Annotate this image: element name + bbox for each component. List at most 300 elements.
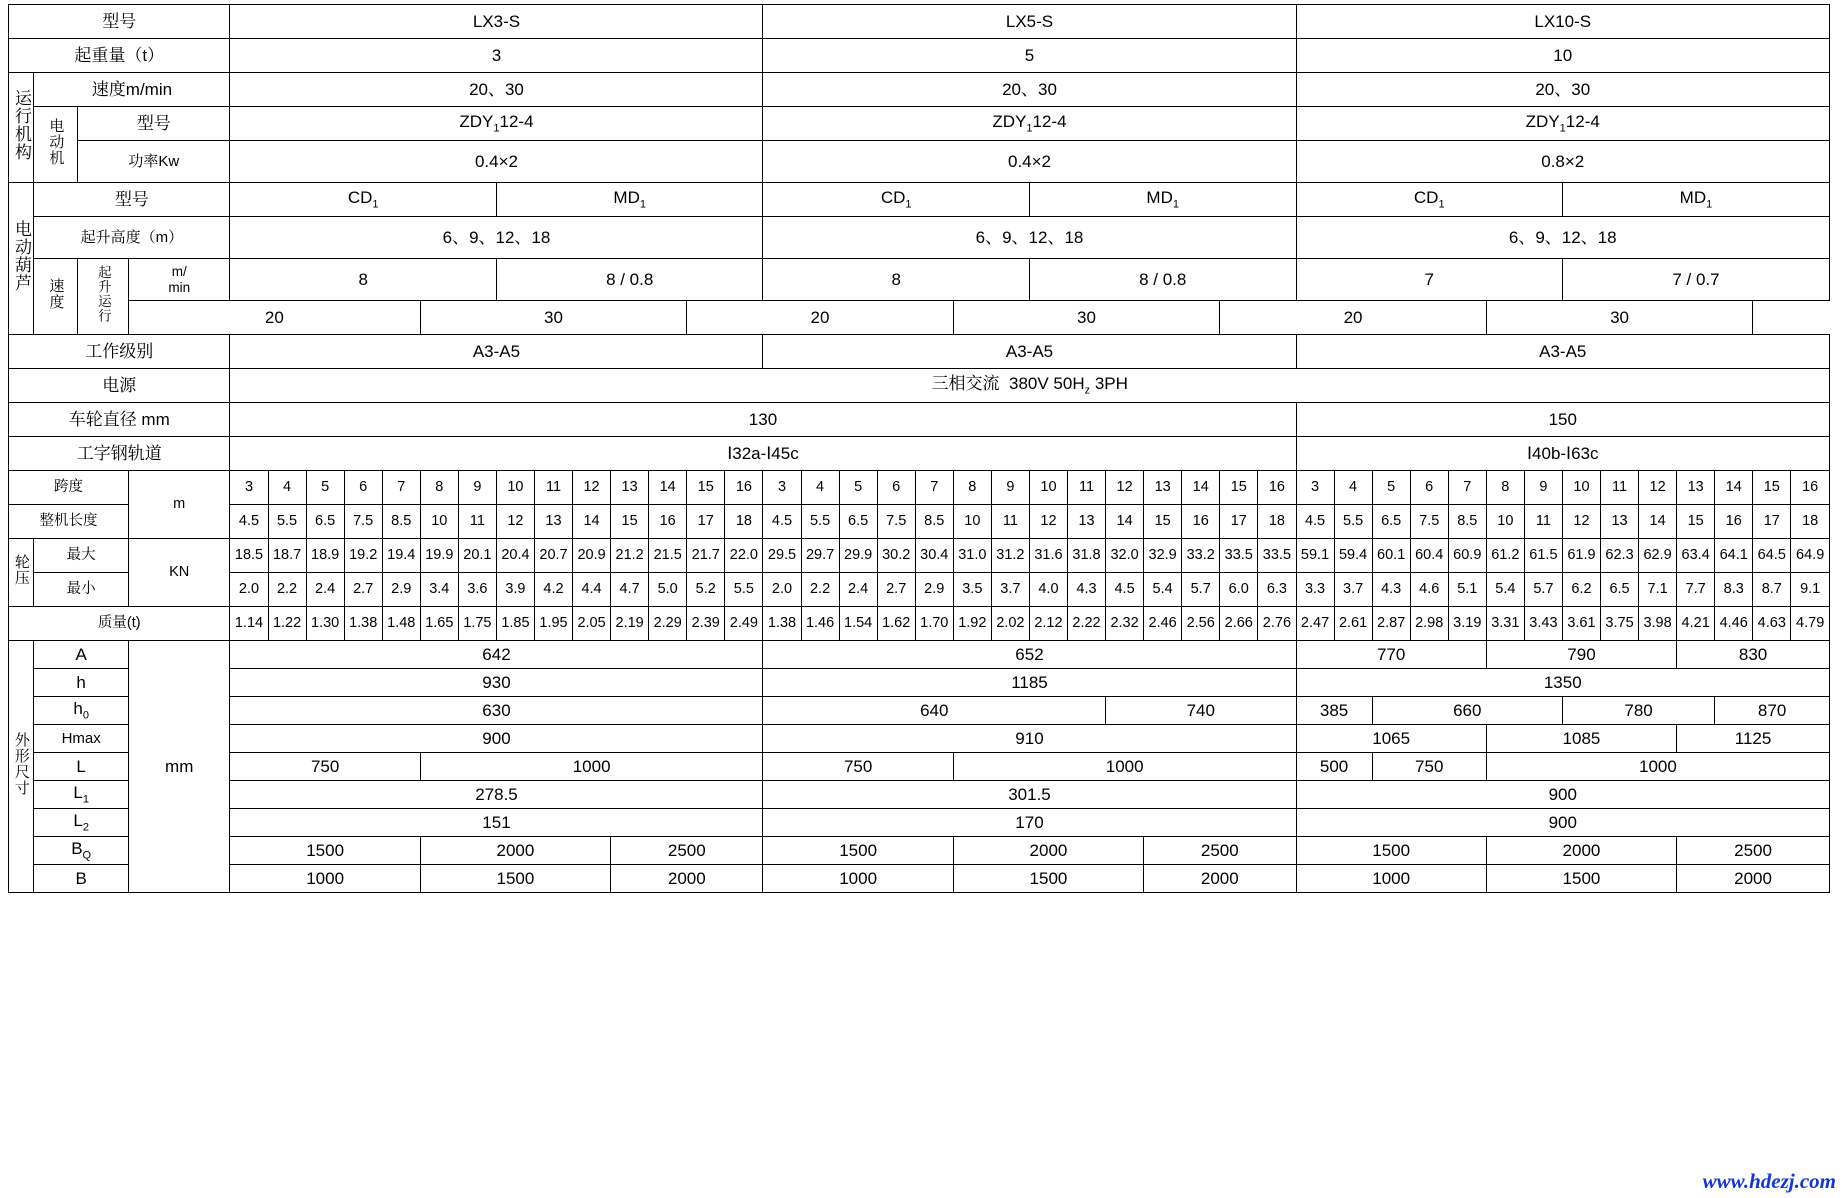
dim-value: 1125	[1677, 725, 1830, 753]
wp-min-cell: 3.7	[1334, 573, 1372, 607]
motor-power-lx3: 0.4×2	[230, 141, 763, 183]
wp-max-cell: 33.5	[1258, 539, 1296, 573]
length-cell: 13	[1601, 505, 1639, 539]
dim-value: 1185	[763, 669, 1296, 697]
mass-cell: 2.29	[649, 607, 687, 641]
span-cell: 7	[1448, 471, 1486, 505]
wp-max-cell: 20.1	[458, 539, 496, 573]
wp-max-cell: 18.5	[230, 539, 268, 573]
label-dimensions	[9, 641, 34, 893]
length-cell: 8.5	[915, 505, 953, 539]
span-cell: 9	[458, 471, 496, 505]
track-2: Ⅰ40b-Ⅰ63c	[1296, 437, 1830, 471]
length-cell: 18	[1791, 505, 1830, 539]
span-cell: 4	[1334, 471, 1372, 505]
dim-value: 1000	[953, 753, 1296, 781]
wp-max-cell: 29.5	[763, 539, 801, 573]
row-mass	[9, 607, 1830, 641]
wp-max-cell: 61.9	[1562, 539, 1600, 573]
length-cell: 15	[1144, 505, 1182, 539]
dim-value: 910	[763, 725, 1296, 753]
row-dim-h	[9, 669, 1830, 697]
wp-max-cell: 32.9	[1144, 539, 1182, 573]
span-cell: 15	[1753, 471, 1791, 505]
lift-height-lx3: 6、9、12、18	[230, 217, 763, 259]
run-speed-lx3-md: 30	[420, 301, 686, 335]
length-cell: 4.5	[230, 505, 268, 539]
length-cell: 16	[1182, 505, 1220, 539]
length-cell: 8.5	[1448, 505, 1486, 539]
wp-max-cell: 61.5	[1524, 539, 1562, 573]
wp-max-cell: 32.0	[1106, 539, 1144, 573]
travel-speed-lx5: 20、30	[763, 73, 1296, 107]
wp-max-cell: 60.4	[1410, 539, 1448, 573]
length-cell: 7.5	[1410, 505, 1448, 539]
span-cell: 14	[1715, 471, 1753, 505]
row-wheel-pressure-min	[9, 573, 1830, 607]
wp-min-cell: 6.3	[1258, 573, 1296, 607]
dim-value: 1500	[763, 837, 953, 865]
lift-speed-lx3-md: 8 / 0.8	[496, 259, 763, 301]
row-dim-A	[9, 641, 1830, 669]
wp-max-cell: 61.2	[1486, 539, 1524, 573]
length-cell: 10	[953, 505, 991, 539]
wp-max-cell: 33.2	[1182, 539, 1220, 573]
span-cell: 11	[1601, 471, 1639, 505]
label-mass: 质量(t)	[9, 607, 230, 641]
lift-speed-lx3-cd: 8	[230, 259, 496, 301]
dim-value: 870	[1715, 697, 1830, 725]
wp-min-cell: 5.7	[1524, 573, 1562, 607]
wp-max-cell: 59.1	[1296, 539, 1334, 573]
dim-value: 750	[1372, 753, 1486, 781]
row-wheel-pressure-max	[9, 539, 1830, 573]
length-cell: 17	[1220, 505, 1258, 539]
dim-value: 1500	[230, 837, 420, 865]
dim-value: 780	[1562, 697, 1714, 725]
wp-max-cell: 21.7	[687, 539, 725, 573]
span-cell: 13	[611, 471, 649, 505]
row-dim-Hmax	[9, 725, 1830, 753]
wp-max-cell: 31.8	[1067, 539, 1105, 573]
wp-min-cell: 2.2	[268, 573, 306, 607]
wp-max-cell: 20.9	[573, 539, 611, 573]
wp-min-cell: 4.3	[1372, 573, 1410, 607]
mass-cell: 2.22	[1067, 607, 1105, 641]
dim-value: 642	[230, 641, 763, 669]
lift-speed-lx10-md: 7 / 0.7	[1562, 259, 1829, 301]
mass-cell: 1.48	[382, 607, 420, 641]
mass-cell: 2.02	[991, 607, 1029, 641]
lift-speed-lx10-cd: 7	[1296, 259, 1562, 301]
capacity-lx5: 5	[763, 39, 1296, 73]
wp-min-cell: 8.3	[1715, 573, 1753, 607]
hoist-model-lx10-cd: $CD_1$	[1296, 183, 1562, 217]
dim-value: 1350	[1296, 669, 1830, 697]
length-cell: 4.5	[1296, 505, 1334, 539]
mass-cell: 1.30	[306, 607, 344, 641]
wheel-pressure-text: 轮压	[12, 554, 30, 587]
dim-value: 151	[230, 809, 763, 837]
run-speed-lx3-cd: 20	[128, 301, 420, 335]
span-cell: 8	[953, 471, 991, 505]
wp-min-cell: 9.1	[1791, 573, 1830, 607]
length-cell: 13	[1067, 505, 1105, 539]
wp-max-cell: 64.9	[1791, 539, 1830, 573]
label-motor-power: 功率Kw	[78, 141, 230, 183]
span-cell: 4	[268, 471, 306, 505]
dim-value: 2000	[953, 837, 1143, 865]
dim-value: 900	[1296, 809, 1830, 837]
length-cell: 6.5	[1372, 505, 1410, 539]
mass-cell: 1.46	[801, 607, 839, 641]
model-lx3: LX3-S	[230, 5, 763, 39]
wp-min-cell: 2.9	[382, 573, 420, 607]
wp-min-cell: 2.7	[877, 573, 915, 607]
label-kn: KN	[128, 539, 230, 607]
row-capacity	[9, 39, 1830, 73]
label-hoist-model: 型号	[34, 183, 230, 217]
mass-cell: 2.56	[1182, 607, 1220, 641]
length-cell: 5.5	[801, 505, 839, 539]
row-dim-BQ	[9, 837, 1830, 865]
dim-value: 500	[1296, 753, 1372, 781]
mass-cell: 1.62	[877, 607, 915, 641]
row-dim-L1	[9, 781, 1830, 809]
mass-cell: 2.76	[1258, 607, 1296, 641]
wp-max-cell: 63.4	[1677, 539, 1715, 573]
run-speed-lx5-md: 30	[953, 301, 1219, 335]
dim-value: 1000	[420, 753, 763, 781]
span-cell: 7	[382, 471, 420, 505]
length-cell: 6.5	[306, 505, 344, 539]
wp-max-cell: 21.2	[611, 539, 649, 573]
mass-cell: 1.14	[230, 607, 268, 641]
hoist-text: 电动葫芦	[11, 220, 31, 293]
mass-cell: 4.63	[1753, 607, 1791, 641]
wp-min-cell: 3.9	[496, 573, 534, 607]
label-span: 跨度	[9, 471, 129, 505]
wp-min-cell: 4.0	[1029, 573, 1067, 607]
label-span-unit: m	[128, 471, 230, 539]
dim-value: 740	[1106, 697, 1296, 725]
model-lx10: LX10-S	[1296, 5, 1830, 39]
dim-value: 2000	[420, 837, 610, 865]
wp-max-cell: 18.7	[268, 539, 306, 573]
dim-name-h0: $h_0$	[34, 697, 129, 725]
mass-cell: 1.38	[344, 607, 382, 641]
span-cell: 7	[915, 471, 953, 505]
length-cell: 12	[1562, 505, 1600, 539]
span-cell: 15	[1220, 471, 1258, 505]
span-cell: 4	[801, 471, 839, 505]
length-cell: 12	[1029, 505, 1067, 539]
row-hoist-lift-speed	[9, 259, 1830, 301]
dim-value: 1500	[953, 865, 1143, 893]
label-wheel-pressure	[9, 539, 34, 607]
dim-name-BQ: $B_Q$	[34, 837, 129, 865]
dim-value: 1000	[1296, 865, 1486, 893]
wp-max-cell: 20.7	[534, 539, 572, 573]
wp-min-cell: 3.6	[458, 573, 496, 607]
dim-value: 2000	[1677, 865, 1830, 893]
wp-min-cell: 7.7	[1677, 573, 1715, 607]
lift-height-lx5: 6、9、12、18	[763, 217, 1296, 259]
wp-min-cell: 2.9	[915, 573, 953, 607]
wp-max-cell: 31.2	[991, 539, 1029, 573]
label-lift-height: 起升高度（m）	[34, 217, 230, 259]
row-work-level	[9, 335, 1830, 369]
mass-cell: 2.46	[1144, 607, 1182, 641]
row-track	[9, 437, 1830, 471]
mass-cell: 3.98	[1639, 607, 1677, 641]
row-wheel-diameter	[9, 403, 1830, 437]
span-cell: 13	[1677, 471, 1715, 505]
label-max: 最大	[34, 539, 129, 573]
wp-max-cell: 62.9	[1639, 539, 1677, 573]
motor-model-lx3: $ZDY_112-4$	[230, 107, 763, 141]
dim-value: 652	[763, 641, 1296, 669]
work-level-lx10: A3-A5	[1296, 335, 1830, 369]
length-cell: 17	[1753, 505, 1791, 539]
wp-min-cell: 5.7	[1182, 573, 1220, 607]
wp-min-cell: 6.5	[1601, 573, 1639, 607]
row-lift-height	[9, 217, 1830, 259]
label-track: 工字钢轨道	[9, 437, 230, 471]
span-cell: 5	[839, 471, 877, 505]
dim-value: 830	[1677, 641, 1830, 669]
span-cell: 3	[230, 471, 268, 505]
mass-cell: 3.75	[1601, 607, 1639, 641]
length-cell: 14	[1106, 505, 1144, 539]
wp-min-cell: 2.7	[344, 573, 382, 607]
wp-max-cell: 29.9	[839, 539, 877, 573]
dim-value: 790	[1486, 641, 1676, 669]
work-level-lx5: A3-A5	[763, 335, 1296, 369]
dim-value: 2000	[1144, 865, 1296, 893]
mass-cell: 1.54	[839, 607, 877, 641]
motor-power-lx10: 0.8×2	[1296, 141, 1830, 183]
wheel-diameter-2: 150	[1296, 403, 1830, 437]
wheel-diameter-1: 130	[230, 403, 1296, 437]
wp-min-cell: 4.5	[1106, 573, 1144, 607]
wp-min-cell: 3.3	[1296, 573, 1334, 607]
watermark: www.hdezj.com	[1702, 1169, 1836, 1193]
row-motor-model	[9, 107, 1830, 141]
label-work-level: 工作级别	[9, 335, 230, 369]
row-span	[9, 471, 1830, 505]
wp-max-cell: 29.7	[801, 539, 839, 573]
wp-min-cell: 5.4	[1144, 573, 1182, 607]
track-1: Ⅰ32a-Ⅰ45c	[230, 437, 1296, 471]
wp-max-cell: 33.5	[1220, 539, 1258, 573]
motor-text: 电动机	[47, 118, 65, 167]
wp-min-cell: 2.4	[839, 573, 877, 607]
row-dim-L2	[9, 809, 1830, 837]
travel-mechanism-text: 运行机构	[11, 89, 31, 162]
length-cell: 14	[573, 505, 611, 539]
dim-name-h: h	[34, 669, 129, 697]
length-cell: 17	[687, 505, 725, 539]
motor-model-lx5: $ZDY_112-4$	[763, 107, 1296, 141]
capacity-lx3: 3	[230, 39, 763, 73]
wp-max-cell: 30.2	[877, 539, 915, 573]
motor-power-lx5: 0.4×2	[763, 141, 1296, 183]
label-wheel-diameter: 车轮直径 mm	[9, 403, 230, 437]
mass-cell: 1.38	[763, 607, 801, 641]
wp-max-cell: 20.4	[496, 539, 534, 573]
length-cell: 15	[1677, 505, 1715, 539]
label-travel-mechanism	[9, 73, 34, 183]
wp-min-cell: 6.2	[1562, 573, 1600, 607]
wp-min-cell: 2.0	[763, 573, 801, 607]
wp-max-cell: 64.1	[1715, 539, 1753, 573]
length-cell: 11	[991, 505, 1029, 539]
work-level-lx3: A3-A5	[230, 335, 763, 369]
span-cell: 16	[725, 471, 763, 505]
mass-cell: 4.21	[1677, 607, 1715, 641]
mass-cell: 2.98	[1410, 607, 1448, 641]
length-cell: 15	[611, 505, 649, 539]
mass-cell: 4.46	[1715, 607, 1753, 641]
span-cell: 9	[991, 471, 1029, 505]
wp-min-cell: 4.7	[611, 573, 649, 607]
dim-name-L: L	[34, 753, 129, 781]
dim-value: 770	[1296, 641, 1486, 669]
hoist-model-lx3-cd: $CD_1$	[230, 183, 496, 217]
dim-value: 1000	[763, 865, 953, 893]
wp-min-cell: 4.2	[534, 573, 572, 607]
span-cell: 10	[1029, 471, 1067, 505]
mass-cell: 2.39	[687, 607, 725, 641]
mass-cell: 1.85	[496, 607, 534, 641]
length-cell: 10	[420, 505, 458, 539]
span-cell: 15	[687, 471, 725, 505]
wp-min-cell: 6.0	[1220, 573, 1258, 607]
mass-cell: 2.32	[1106, 607, 1144, 641]
dim-name-Hmax: Hmax	[34, 725, 129, 753]
mass-cell: 2.05	[573, 607, 611, 641]
wp-min-cell: 4.4	[573, 573, 611, 607]
length-cell: 12	[496, 505, 534, 539]
length-cell: 7.5	[877, 505, 915, 539]
run-speed-lx10-md: 30	[1486, 301, 1752, 335]
wp-min-cell: 5.0	[649, 573, 687, 607]
label-model: 型号	[9, 5, 230, 39]
span-cell: 6	[877, 471, 915, 505]
span-cell: 6	[344, 471, 382, 505]
wp-max-cell: 60.1	[1372, 539, 1410, 573]
length-cell: 5.5	[1334, 505, 1372, 539]
length-cell: 11	[1524, 505, 1562, 539]
label-capacity: 起重量（t）	[9, 39, 230, 73]
span-cell: 14	[1182, 471, 1220, 505]
dim-value: 630	[230, 697, 763, 725]
wp-min-cell: 3.5	[953, 573, 991, 607]
span-cell: 5	[1372, 471, 1410, 505]
model-lx5: LX5-S	[763, 5, 1296, 39]
wp-max-cell: 62.3	[1601, 539, 1639, 573]
dim-value: 640	[763, 697, 1106, 725]
label-machine-length: 整机长度	[9, 505, 129, 539]
label-travel-speed: 速度m/min	[34, 73, 230, 107]
dim-name-L1: $L_1$	[34, 781, 129, 809]
span-cell: 13	[1144, 471, 1182, 505]
wp-min-cell: 2.0	[230, 573, 268, 607]
dim-value: 1000	[230, 865, 420, 893]
dim-value: 750	[230, 753, 420, 781]
wp-max-cell: 31.6	[1029, 539, 1067, 573]
dim-value: 1500	[420, 865, 610, 893]
span-cell: 16	[1258, 471, 1296, 505]
span-cell: 12	[1639, 471, 1677, 505]
wp-max-cell: 19.9	[420, 539, 458, 573]
wp-min-cell: 4.6	[1410, 573, 1448, 607]
span-cell: 5	[306, 471, 344, 505]
label-motor	[34, 107, 78, 183]
length-cell: 16	[1715, 505, 1753, 539]
run-speed-lx5-cd: 20	[687, 301, 954, 335]
dim-value: 2000	[1486, 837, 1676, 865]
span-cell: 11	[534, 471, 572, 505]
wp-max-cell: 19.4	[382, 539, 420, 573]
mass-cell: 2.47	[1296, 607, 1334, 641]
dim-value: 1500	[1296, 837, 1486, 865]
hoist-model-lx5-cd: $CD_1$	[763, 183, 1029, 217]
lift-run-text: 起升运行	[95, 265, 111, 324]
wp-max-cell: 30.4	[915, 539, 953, 573]
span-cell: 8	[1486, 471, 1524, 505]
wp-max-cell: 18.9	[306, 539, 344, 573]
hoist-model-lx3-md: $MD_1$	[496, 183, 763, 217]
mass-cell: 4.79	[1791, 607, 1830, 641]
label-hoist-speed	[34, 259, 78, 335]
dim-value: 900	[230, 725, 763, 753]
span-cell: 6	[1410, 471, 1448, 505]
wp-max-cell: 22.0	[725, 539, 763, 573]
dimensions-text: 外形尺寸	[12, 732, 30, 797]
span-cell: 9	[1524, 471, 1562, 505]
mass-cell: 1.95	[534, 607, 572, 641]
run-speed-lx10-cd: 20	[1220, 301, 1487, 335]
hoist-speed-text: 速度	[47, 278, 65, 311]
dim-name-B: B	[34, 865, 129, 893]
length-cell: 18	[725, 505, 763, 539]
mass-cell: 1.75	[458, 607, 496, 641]
dim-value: 278.5	[230, 781, 763, 809]
label-min: 最小	[34, 573, 129, 607]
capacity-lx10: 10	[1296, 39, 1830, 73]
mass-cell: 2.49	[725, 607, 763, 641]
wp-max-cell: 19.2	[344, 539, 382, 573]
wp-min-cell: 5.5	[725, 573, 763, 607]
length-cell: 6.5	[839, 505, 877, 539]
mass-cell: 1.70	[915, 607, 953, 641]
mass-cell: 3.31	[1486, 607, 1524, 641]
label-power-supply: 电源	[9, 369, 230, 403]
dim-value: 1065	[1296, 725, 1486, 753]
length-cell: 11	[458, 505, 496, 539]
dim-value: 1500	[1486, 865, 1676, 893]
mass-cell: 2.19	[611, 607, 649, 641]
mass-cell: 2.87	[1372, 607, 1410, 641]
wp-min-cell: 5.2	[687, 573, 725, 607]
length-cell: 18	[1258, 505, 1296, 539]
dim-value: 1000	[1486, 753, 1829, 781]
hoist-model-lx5-md: $MD_1$	[1029, 183, 1296, 217]
length-cell: 13	[534, 505, 572, 539]
span-cell: 10	[1562, 471, 1600, 505]
